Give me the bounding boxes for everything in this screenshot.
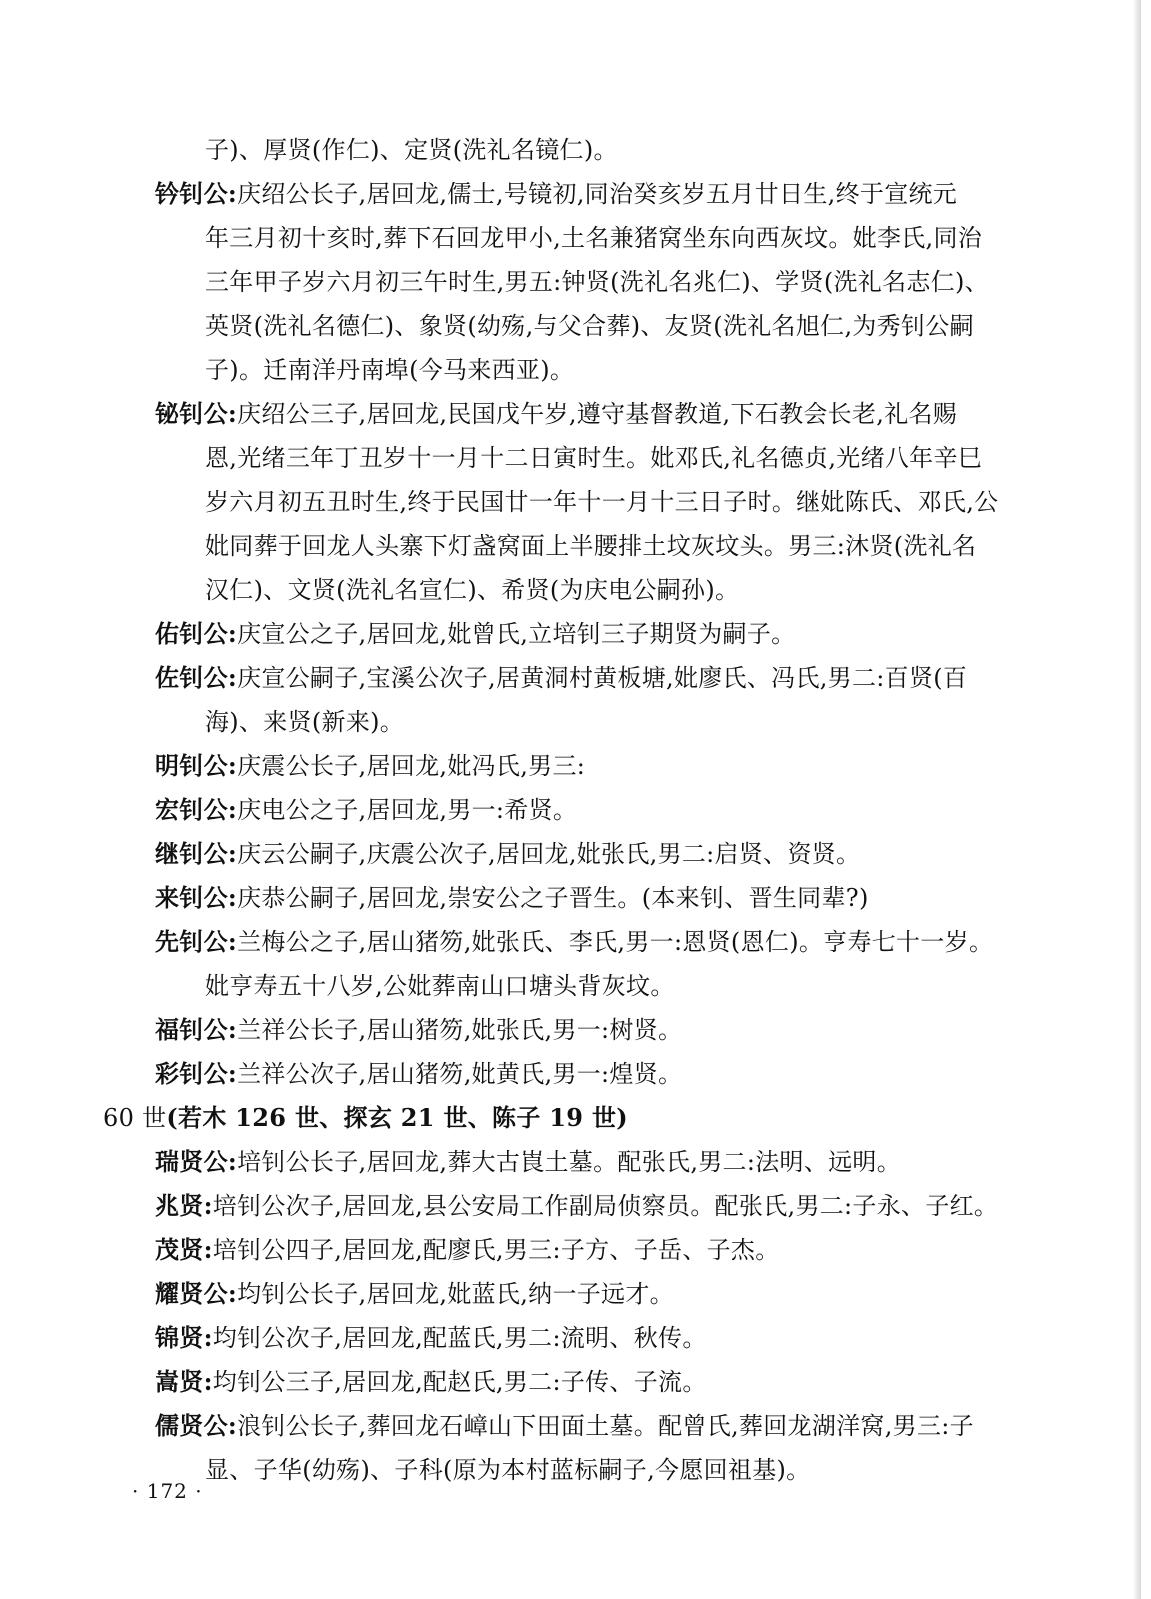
entry-label: 瑞贤公: <box>155 1147 238 1176</box>
line-text: 庆宣公嗣子,宝溪公次子,居黄洞村黄板塘,妣廖氏、冯氏,男二:百贤(百 <box>237 664 968 692</box>
line-text: 均钊公三子,居回龙,配赵氏,男二:子传、子流。 <box>212 1368 707 1396</box>
entry-label: 彩钊公: <box>155 1059 238 1088</box>
text-line <box>205 524 976 568</box>
line-text: 汉仁)、文贤(洗礼名宣仁)、希贤(为庆电公嗣孙)。 <box>205 576 740 604</box>
entry-label: 嵩贤: <box>155 1367 213 1396</box>
entry-line <box>155 1140 901 1184</box>
text-line <box>205 964 675 1008</box>
line-text: 妣亨寿五十八岁,公妣葬南山口塘头背灰坟。 <box>205 972 675 1000</box>
entry-line <box>155 788 577 832</box>
line-text: 子)、厚贤(作仁)、定贤(洗礼名镜仁)。 <box>205 136 618 164</box>
entry-line <box>155 832 860 876</box>
text-line <box>205 436 982 480</box>
line-text: 兰梅公之子,居山猪笏,妣张氏、李氏,男一:恩贤(恩仁)。亨寿七十一岁。 <box>237 928 994 956</box>
entry-label: 铋钊公: <box>155 399 238 428</box>
entry-line <box>155 1008 682 1052</box>
line-text: 妣同葬于回龙人头寨下灯盏窝面上半腰排土坟灰坟头。男三:沐贤(洗礼名 <box>205 532 977 560</box>
page-number: · 172 · <box>132 1479 203 1503</box>
entry-label: 茂贤: <box>155 1235 213 1264</box>
entry-line <box>155 744 585 788</box>
entry-line <box>155 1184 998 1228</box>
entry-label: 宏钊公: <box>155 795 238 824</box>
entry-label: 福钊公: <box>155 1015 238 1044</box>
entry-line <box>155 1228 780 1272</box>
entry-line <box>155 392 957 436</box>
entry-line <box>155 1272 674 1316</box>
text-line <box>205 480 998 524</box>
entry-label: 耀贤公: <box>155 1279 238 1308</box>
line-text: 年三月初十亥时,葬下石回龙甲小,土名兼猪窝坐东向西灰坟。妣李氏,同治 <box>205 224 983 252</box>
entry-line <box>155 612 795 656</box>
entry-label: 钤钊公: <box>155 179 238 208</box>
line-text: 恩,光绪三年丁丑岁十一月十二日寅时生。妣邓氏,礼名德贞,光绪八年辛巳 <box>205 444 983 472</box>
line-text: 庆电公之子,居回龙,男一:希贤。 <box>237 796 578 824</box>
line-text: 子)。迁南洋丹南埠(今马来西亚)。 <box>205 356 575 384</box>
entry-line <box>155 172 957 216</box>
line-text: 培钊公长子,居回龙,葬大古崀土墓。配张氏,男二:法明、远明。 <box>237 1148 902 1176</box>
line-text: 兰祥公长子,居山猪笏,妣张氏,男一:树贤。 <box>237 1016 683 1044</box>
line-text: 显、子华(幼殇)、子科(原为本村蓝标嗣子,今愿回祖基)。 <box>205 1456 811 1484</box>
line-text: 庆云公嗣子,庆震公次子,居回龙,妣张氏,男二:启贤、资贤。 <box>237 840 861 868</box>
entry-label: 儒贤公: <box>155 1411 238 1440</box>
line-text: 庆绍公长子,居回龙,儒士,号镜初,同治癸亥岁五月廿日生,终于宣统元 <box>237 180 958 208</box>
entry-label: 佐钊公: <box>155 663 238 692</box>
entry-label: 兆贤: <box>155 1191 213 1220</box>
entry-label: 继钊公: <box>155 839 238 868</box>
entry-line <box>155 1316 707 1360</box>
line-text: 庆恭公嗣子,居回龙,崇安公之子晋生。(本来钊、晋生同辈?) <box>237 884 869 912</box>
generation-number: 60 世 <box>103 1104 167 1132</box>
line-text: 均钊公次子,居回龙,配蓝氏,男二:流明、秋传。 <box>212 1324 707 1352</box>
text-line <box>205 260 989 304</box>
generation-lineage: (若木 126 世、探玄 21 世、陈子 19 世) <box>166 1103 628 1132</box>
line-text: 岁六月初五丑时生,终于民国廿一年十一月十三日子时。继妣陈氏、邓氏,公 <box>205 488 999 516</box>
entry-line <box>155 920 993 964</box>
entry-label: 锦贤: <box>155 1323 213 1352</box>
text-line <box>205 348 574 392</box>
entry-label: 先钊公: <box>155 927 238 956</box>
line-text: 兰祥公次子,居山猪笏,妣黄氏,男一:煌贤。 <box>237 1060 683 1088</box>
line-text: 庆宣公之子,居回龙,妣曾氏,立培钊三子期贤为嗣子。 <box>237 620 796 648</box>
text-line <box>205 1448 810 1492</box>
line-text: 均钊公长子,居回龙,妣蓝氏,纳一子远才。 <box>237 1280 674 1308</box>
line-text: 庆震公长子,居回龙,妣冯氏,男三: <box>237 752 586 780</box>
generation-heading <box>103 1096 628 1140</box>
entry-line <box>155 1404 974 1448</box>
text-line <box>205 216 982 260</box>
line-text: 浪钊公长子,葬回龙石嶂山下田面土墓。配曾氏,葬回龙湖洋窝,男三:子 <box>237 1412 974 1440</box>
entry-label: 佑钊公: <box>155 619 238 648</box>
entry-line <box>155 1052 682 1096</box>
entry-line <box>155 656 967 700</box>
entry-label: 来钊公: <box>155 883 238 912</box>
text-line <box>205 568 739 612</box>
text-line <box>205 128 618 172</box>
entry-line <box>155 876 869 920</box>
line-text: 英贤(洗礼名德仁)、象贤(幼殇,与父合葬)、友贤(洗礼名旭仁,为秀钊公嗣 <box>205 312 974 340</box>
line-text: 庆绍公三子,居回龙,民国戊午岁,遵守基督教道,下石教会长老,礼名赐 <box>237 400 958 428</box>
line-text: 培钊公次子,居回龙,县公安局工作副局侦察员。配张氏,男二:子永、子红。 <box>212 1192 999 1220</box>
text-line <box>205 304 974 348</box>
text-line <box>205 700 404 744</box>
entry-line <box>155 1360 707 1404</box>
line-text: 海)、来贤(新来)。 <box>205 708 405 736</box>
line-text: 三年甲子岁六月初三午时生,男五:钟贤(洗礼名兆仁)、学贤(洗礼名志仁)、 <box>205 268 989 296</box>
entry-label: 明钊公: <box>155 751 238 780</box>
line-text: 培钊公四子,居回龙,配廖氏,男三:子方、子岳、子杰。 <box>212 1236 780 1264</box>
